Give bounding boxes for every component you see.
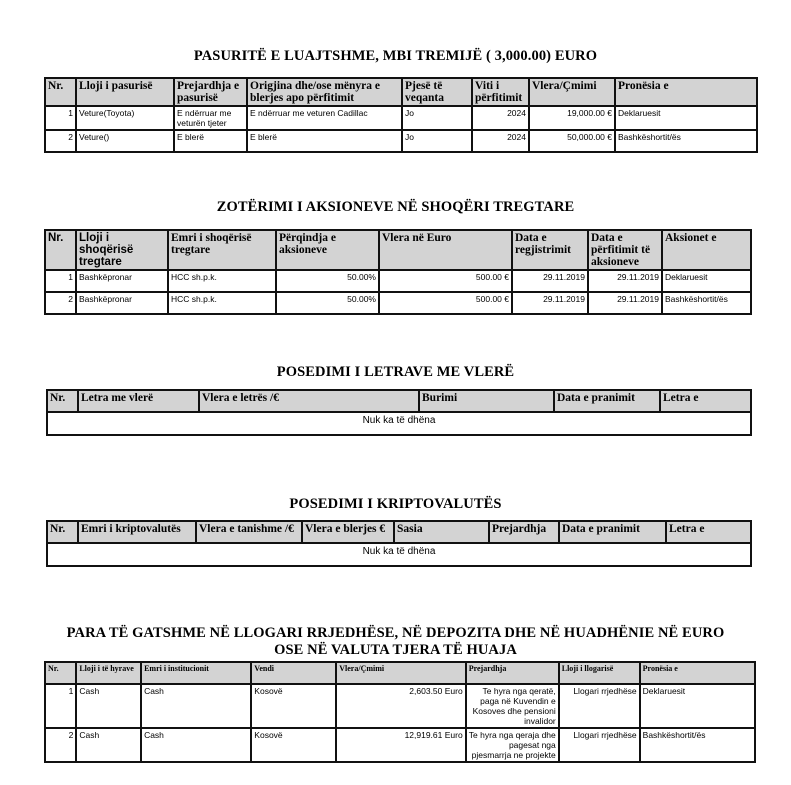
cell-company-type: Bashkëpronar [76, 270, 168, 292]
cell-institution-name: Cash [141, 684, 251, 728]
header-value-price: Vlera/Çmimi [336, 662, 465, 684]
header-security: Letra me vlerë [78, 390, 199, 412]
shares-section [0, 199, 791, 216]
cell-company-type: Bashkëpronar [76, 292, 168, 314]
table-row [45, 684, 755, 728]
header-source: Burimi [419, 390, 554, 412]
table-header-row [45, 230, 751, 270]
table-header-row [45, 78, 757, 106]
table-row [45, 270, 751, 292]
cell-institution-name: Cash [141, 728, 251, 762]
cell-nr: 1 [45, 106, 76, 130]
cell-nr: 1 [45, 270, 76, 292]
cell-ownership: Deklaruesit [640, 684, 755, 728]
cell-value-price: 50,000.00 € [529, 130, 615, 152]
table-header-row [45, 662, 755, 684]
empty-message: Nuk ka të dhëna [47, 412, 751, 435]
cell-year-acquired: 2024 [472, 106, 529, 130]
shares-table [44, 229, 752, 315]
cash-table [44, 661, 756, 763]
header-country: Vendi [251, 662, 336, 684]
header-nr: Nr. [45, 230, 76, 270]
header-crypto-name: Emri i kriptovalutës [78, 521, 196, 543]
header-ownership: Pronësia e [640, 662, 755, 684]
cell-share-percentage: 50.00% [276, 292, 379, 314]
header-shares-owner: Aksionet e [662, 230, 751, 270]
empty-message: Nuk ka të dhëna [47, 543, 751, 566]
header-value-price: Vlera/Çmimi [529, 78, 615, 106]
header-registration-date: Data e regjistrimit [512, 230, 588, 270]
header-nr: Nr. [45, 662, 76, 684]
table-header-row [47, 521, 751, 543]
cell-registration-date: 29.11.2019 [512, 292, 588, 314]
cell-acquisition-date: 29.11.2019 [588, 270, 662, 292]
movable-assets-title: PASURITË E LUAJTSHME, MBI TREMIJË ( 3,000.00) EURO [193, 48, 598, 64]
header-asset-type: Lloji i pasurisë [76, 78, 174, 106]
cell-value-euro: 500.00 € [379, 292, 512, 314]
cash-section [0, 625, 791, 659]
header-receipt-date: Data e pranimit [554, 390, 660, 412]
crypto-section [0, 496, 791, 513]
shares-title: ZOTËRIMI I AKSIONEVE NË SHOQËRI TREGTARE [216, 199, 575, 215]
cell-nr: 1 [45, 684, 76, 728]
cell-origin: Te hyra nga qeratë, paga në Kuvendin e Kosoves dhe pensioni invalidor [466, 684, 559, 728]
cell-nr: 2 [45, 292, 76, 314]
header-current-value: Vlera e tanishme /€ [196, 521, 302, 543]
cell-country: Kosovë [251, 728, 336, 762]
cell-share-percentage: 50.00% [276, 270, 379, 292]
cell-value-price: 19,000.00 € [529, 106, 615, 130]
cell-income-type: Cash [76, 728, 141, 762]
cell-asset-type: Veture(Toyota) [76, 106, 174, 130]
table-row [45, 728, 755, 762]
cell-acquisition-method: E ndërruar me veturen Cadillac [247, 106, 402, 130]
empty-row [47, 412, 751, 435]
cell-shares-owner: Deklaruesit [662, 270, 751, 292]
header-nr: Nr. [47, 390, 78, 412]
cell-year-acquired: 2024 [472, 130, 529, 152]
cell-income-type: Cash [76, 684, 141, 728]
securities-title: POSEDIMI I LETRAVE ME VLERË [276, 364, 515, 380]
cell-asset-type: Veture() [76, 130, 174, 152]
header-share-percentage: Përqindja e aksioneve [276, 230, 379, 270]
securities-table [46, 389, 752, 436]
header-value-euro: Vlera në Euro [379, 230, 512, 270]
cell-nr: 2 [45, 130, 76, 152]
movable-assets-table [44, 77, 758, 153]
cell-value-price: 2,603.50 Euro [336, 684, 465, 728]
header-company-name: Emri i shoqërisë tregtare [168, 230, 276, 270]
cash-title: PARA TË GATSHME NË LLOGARI RRJEDHËSE, NË DEPOZITA DHE NË HUADHËNIE NË EURO OSE NË VALUTA TJERA TË HUAJA [66, 625, 725, 658]
crypto-title: POSEDIMI I KRIPTOVALUTËS [289, 496, 502, 512]
cell-asset-origin: E blerë [174, 130, 247, 152]
table-row [45, 130, 757, 152]
header-acquisition-method: Origjina dhe/ose mënyra e blerjes apo përfitimit [247, 78, 402, 106]
table-header-row [47, 390, 751, 412]
header-origin: Prejardhja [466, 662, 559, 684]
cell-nr: 2 [45, 728, 76, 762]
header-purchase-value: Vlera e blerjes € [302, 521, 394, 543]
cell-value-euro: 500.00 € [379, 270, 512, 292]
header-security-value: Vlera e letrës /€ [199, 390, 419, 412]
header-nr: Nr. [45, 78, 76, 106]
header-income-type: Lloji i të hyrave [76, 662, 141, 684]
cell-company-name: HCC sh.p.k. [168, 292, 276, 314]
securities-section [0, 364, 791, 381]
cell-ownership: Deklaruesit [615, 106, 757, 130]
cell-acquisition-method: E blerë [247, 130, 402, 152]
cell-ownership: Bashkëshortit/ës [615, 130, 757, 152]
crypto-table [46, 520, 752, 567]
header-origin: Prejardhja [489, 521, 559, 543]
cell-asset-origin: E ndërruar me veturën tjeter [174, 106, 247, 130]
cell-account-type: Llogari rrjedhëse [559, 684, 640, 728]
table-row [45, 106, 757, 130]
cell-value-price: 12,919.61 Euro [336, 728, 465, 762]
cell-ownership: Bashkëshortit/ës [640, 728, 755, 762]
empty-row [47, 543, 751, 566]
cell-origin: Te hyra nga qeraja dhe pagesat nga pjesmarrja ne projekte [466, 728, 559, 762]
cell-special-parts: Jo [402, 106, 472, 130]
header-year-acquired: Viti i përfitimit [472, 78, 529, 106]
header-asset-origin: Prejardhja e pasurisë [174, 78, 247, 106]
cell-acquisition-date: 29.11.2019 [588, 292, 662, 314]
header-ownership: Pronësia e [615, 78, 757, 106]
header-security-owner: Letra e [660, 390, 751, 412]
movable-assets-section [0, 48, 791, 65]
cell-country: Kosovë [251, 684, 336, 728]
header-receipt-date: Data e pranimit [559, 521, 666, 543]
header-special-parts: Pjesë të veqanta [402, 78, 472, 106]
cell-shares-owner: Bashkëshortit/ës [662, 292, 751, 314]
table-row [45, 292, 751, 314]
header-company-type: Lloji i shoqërisë tregtare [76, 230, 168, 270]
cell-account-type: Llogari rrjedhëse [559, 728, 640, 762]
cell-company-name: HCC sh.p.k. [168, 270, 276, 292]
header-acquisition-date: Data e përfitimit të aksioneve [588, 230, 662, 270]
cell-special-parts: Jo [402, 130, 472, 152]
header-quantity: Sasia [394, 521, 489, 543]
header-nr: Nr. [47, 521, 78, 543]
header-institution-name: Emri i institucionit [141, 662, 251, 684]
header-account-type: Lloji i llogarisë [559, 662, 640, 684]
cell-registration-date: 29.11.2019 [512, 270, 588, 292]
header-crypto-owner: Letra e [666, 521, 751, 543]
